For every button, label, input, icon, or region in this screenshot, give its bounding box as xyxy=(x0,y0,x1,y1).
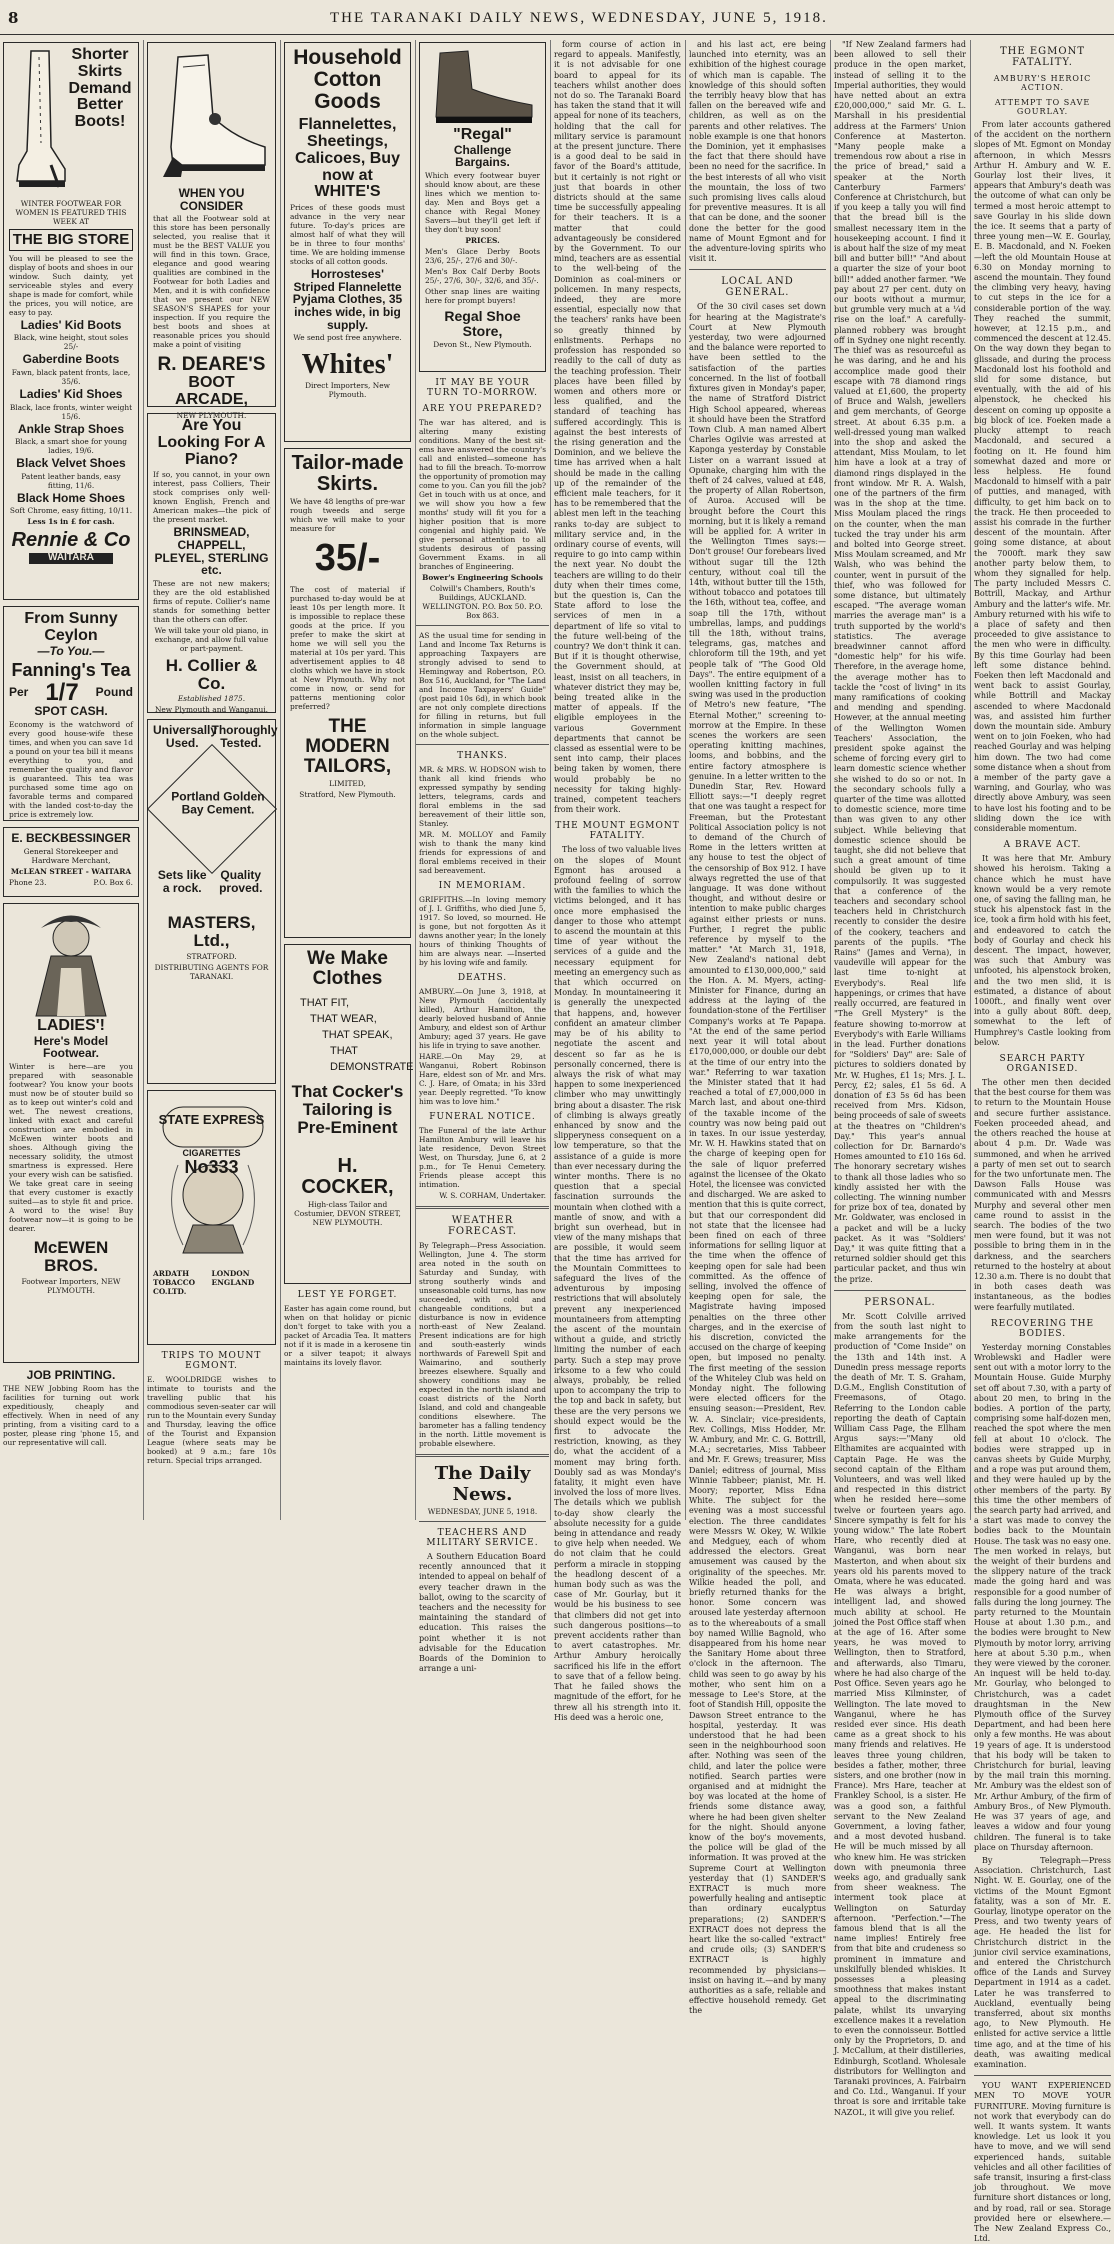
egmont-trips-notice xyxy=(147,1351,276,1465)
page-number: 8 xyxy=(8,9,19,27)
beckbessinger-line-2: McLEAN STREET - WAITARA xyxy=(10,866,132,876)
lady-illustration xyxy=(11,908,131,1018)
brave-act-heading: A BRAVE ACT. xyxy=(1003,840,1082,851)
regal-name: Regal Shoe Store, xyxy=(444,307,521,339)
regal-place: Devon St., New Plymouth. xyxy=(433,340,532,350)
collier-established: Established 1875. xyxy=(177,694,246,704)
boots-line-4: Better xyxy=(76,96,124,114)
search-party-heading: SEARCH PARTY ORGANISED. xyxy=(999,1054,1086,1075)
cement-advert xyxy=(147,719,276,1084)
funeral-heading: FUNERAL NOTICE. xyxy=(429,1112,536,1122)
deare-body: that all the Footwear sold at this store has been personally selected, you realise that it must be the BEST VALUE you will find in this town. Grace, elegance and good wearing qualities are combined in the Footwear for both Ladies and Men, and it is with confidence that we present our NEW SEASON'S SHAPES for your inspection. If you require the best boots and shoes at reasonable prices you should make a point of visiting xyxy=(153,214,270,350)
regal-prices-heading: PRICES. xyxy=(465,235,500,245)
collier-place: New Plymouth and Wanganui. xyxy=(154,705,269,715)
boots-line-5: Boots! xyxy=(74,113,126,131)
modern-tailors-advert xyxy=(284,448,411,938)
weather-body: By Telegraph—Press Association. Wellington, June 4. The storm area noted in the south on Saturday and Sunday, with strong southerly winds and unseasonable cold turns, has now succeeded, with cold and changeable conditions, but a disturbance is now in evidence north-east of New Zealand. Present indications are for high and south-easterly winds northwards of Farewell Spit and Waimarino, and southerly breezes elsewhere. Squally and showery conditions may be expected in the north island and coast districts of the North Island, and cold and changeable conditions elsewhere. The barometer has a falling tendency in the north. Little movement is probable elsewhere. xyxy=(419,1241,546,1448)
cement-brand: Portland Golden Bay Cement. xyxy=(170,789,265,817)
big-store-logo: THE BIG STORE xyxy=(9,229,133,251)
boots-item-title: Gaberdine Boots xyxy=(22,352,120,367)
boot-illustration xyxy=(428,47,538,127)
cement-sets: Sets like a rock. xyxy=(157,868,207,895)
piano-makes: BRINSMEAD, CHAPPELL, PLEYEL, STERLING etc. xyxy=(154,525,269,578)
column-7 xyxy=(831,40,969,2117)
egmont-fatality-heading: THE EGMONT FATALITY. xyxy=(999,46,1085,68)
piano-heading: Are You Looking For A Piano? xyxy=(157,417,266,468)
boots-line-1: Shorter xyxy=(71,46,129,63)
thanks-notices xyxy=(419,751,546,1200)
boots-line-2: Skirts xyxy=(77,62,123,80)
funeral-body: The Funeral of the late Arthur Hamilton Ambury will leave his late residence, Devon Street West, on Thursday, June 6, at 2 p.m., for Te Henui Cemetery. Friends please accept this intimation. xyxy=(419,1126,546,1189)
cement-quality: Quality proved. xyxy=(219,868,263,895)
big-store-advert xyxy=(3,42,139,600)
boots-item-title: Black Velvet Shoes xyxy=(16,456,126,471)
boots-intro: WINTER FOOTWEAR FOR WOMEN IS FEATURED THIS WEEK AT xyxy=(15,199,127,226)
tea-price: 1/7 xyxy=(45,679,79,707)
editorial-body: A Southern Education Board recently announced that it intended to appeal on behalf of every teacher drawn in the ballot, owing to the scarcity of teachers and the necessity for maintaining the standard of education. This raises the point whether it is not advisable for the Education Boards of the Dominion to arrange a uni- xyxy=(419,1552,546,1674)
weather-heading: WEATHER FORECAST. xyxy=(447,1215,518,1237)
modern-tailors-ltd: LIMITED, xyxy=(329,778,366,788)
local-general-body: Of the 30 civil cases set down for hearing at the Magistrate's Court at New Plymouth yesterday, two were adjourned and the balance were reported to have been settled to the satisfaction of the parties concerned. In the list of football fixtures given in Monday's paper, the name of Stratford District High School appeared, whereas it should have been the Stratford Town Club. A man named Albert Charles Ogilvie was arrested at Kaponga yesterday by Constable Lister on a warrant issued at Opunake, charging him with the theft of 24 calves, valued at £48, the property of Allan Robertson, of Auroa. Accused will be brought before the Court this morning, but it is likely a remand will be applied for. A writer in the Wellington Times says:—Don't grouse! Our forebears lived without sugar till the 12th century, without coal till the 14th, without butter till the 15th, without tobacco and potatoes till the 16th, without tea, coffee, and soap till the 17th, without umbrellas, lamps, and puddings till the 18th, without trains, telegrams, gas, matches and chloroform till the 19th, and yet people talk of "The Good Old Days". The entire equipment of a woollen knitting factory in full swing was used in the production of Metro's new feature, "The Eternal Mother," screening to-morrow at the Empire. In these scenes the workers are seen operating knitting machines, looms, and bobbins, and the entire factory atmosphere is genuine. In a letter written to the Dunedin Star, Rev. Howard Elliott says:—"I deeply regret that one was taught a respect for Freeman, but the Protestant Political Association policy is not to demand of the Church of Rome in the letters written at any house to test the object of the censorship of Box 912. I have always regretted the use of that language. It was done without thought, and without desire or intention to make public charges against either priests or nuns. Further, I regret the public reference by myself to the matter." "At March 31, 1918, New Zealand's national debt amounted to £130,000,000," said the Hon. A. M. Myers, acting-Minister for Finance, during an address at the laying of the foundation-stone of the Fertiliser Company's works at Te Papapa. "At the end of the same period next year it will total about £170,000,000, or double our debt at the time of our entry into the war." Referring to war taxation the Minister stated that it had reached a total of £7,000,000 in March last, and about one-third of the taxable income of the country was now being paid out in taxes. In our issue yesterday, Mr. W. H. Hawkins stated that on the charge of keeping open for the sale of liquor preferred against the licensee of the Okato Hotel, the licensee was convicted and discharged. We are asked to mention that this is quite correct, but that our correspondent did not state that the licensee had been fined on each of three informations for selling liquor at the time when the offence of keeping open for sale had been committed. As the offence of selling, involved the offence of keeping open for sale, the Magistrate having imposed penalties on the three other charges, and in the exercise of his discretion, convicted the accused on the charge of keeping open, but imposed no penalty. The first meeting of the session of the Whiteley Club was held on Monday night. The following were elected officers for the ensuing season:—President, Rev. W. A. Sinclair; vice-presidents, Rev. Collings, Miss Hodder, Mr. W. Ambury, and Mr. C. G. Bottrill, M.A.; secretaries, Miss Tabbeer and Mr. F. Grews; treasurer, Miss Daniel; editress of journal, Miss Winnie Tabbeer; pianist, Mr. H. Moory; reporter, Miss Edna White. The subject for the evening was a most successful election. The three candidates were Messrs W. Okey, W. Wilkie and Medguey, each of whom addressed the electors. Great amusement was caused by the originality of the speeches. Mr. Wilkie headed the poll, and briefly returned thanks for the honor. Some concern was aroused late yesterday afternoon as to the whereabouts of a small boy named Willie Bagnold, who disappeared from his home near the Sanitary Home about three o'clock in the afternoon. The child was seen to go away by his mother, who sent him on a message to Lee's Store, at the foot of Standish Hill, opposite the Dawson Street entrance to the hospital, yesterday. It was understood that he had been seen in the neighbourhood soon after. Nothing was seen of the child, and later the police were notified. Search parties were organised and at midnight the boy was located at the home of friends some distance away, where he had been given shelter for the night. Should anyone know of the boy's movements, the police will be glad of the information. It was proved at the Supreme Court at Wellington yesterday that (1) SANDER'S EXTRACT is much more powerfully healing and antiseptic than ordinary eucalyptus preparations; (2) SANDER'S EXTRACT does not depress the heart like the so-called "extract" and crude oils; (3) SANDER'S EXTRACT is highly recommended by physicians—insist on having it.—and by many authorities as a safe, reliable and effective household remedy. Get the xyxy=(689,302,826,2016)
editorial-heading: TEACHERS AND MILITARY SERVICE. xyxy=(426,1528,539,1548)
piano-body-2: These are not new makers; they are the old established firms of repute. Collier's name stands for something better than the others can offer. xyxy=(153,578,270,624)
tailor-price: 35/- xyxy=(314,537,381,579)
cocker-line: THAT WEAR, xyxy=(310,1012,377,1025)
funeral-sign: W. S. CORHAM, Undertaker. xyxy=(439,1191,546,1200)
bowers-address: Colwill's Chambers, Routh's Buildings, AUCKLAND. WELLINGTON. P.O. Box 50. P.O. Box 863. xyxy=(422,584,543,620)
mcewen-name: McEWEN BROS. xyxy=(33,1237,109,1275)
editorial-date: WEDNESDAY, JUNE 5, 1918. xyxy=(427,1507,538,1516)
egmont-fatality-sub-2: ATTEMPT TO SAVE GOURLAY. xyxy=(994,98,1091,116)
egmont-fatality-leader-heading: THE MOUNT EGMONT FATALITY. xyxy=(555,821,680,842)
mcewen-subline: Footwear Importers, NEW PLYMOUTH. xyxy=(21,1276,121,1295)
regal-price-1: Men's Glace Derby Boots 23/6, 25/-, 27/6 and 30/-. xyxy=(425,246,540,265)
lest-ye-forget-notice xyxy=(284,1290,411,1367)
tax-notice xyxy=(419,631,546,739)
memoriam-heading: IN MEMORIAM. xyxy=(438,881,527,891)
death-ambury: AMBURY.—On June 3, 1918, at New Plymouth (accidentally killed), Arthur Hamilton, the dearly beloved husband of Annie Ambury, and eldest son of Arthur Ambury; aged 37 years. He gave his life in trying to save another. xyxy=(419,987,546,1050)
general-news-body: "If New Zealand farmers had been allowed to sell their produce in the open market, instead of selling it to the Imperial authorities, they would have netted about an extra £20,000,000," said Mr. G. L. Marshall in his presidential address at the Farmers' Union Conference at Masterton. "Many people make a tremendous row about a rise in the price of bread," said a speaker at the North Canterbury Farmers' Conference at Christchurch, but if you keep a tally you will find that the bread bill is the smallest necessary item in the housekeeping account. I find it is about half the size of my meat bill and butter bill!" "And about a quarter the size of your boot bill!" added another farmer. "We pay about 27 per cent. duty on our boots without a murmur, but grumble very much at a ¼d rise on the loaf." A carefully-planned robbery was brought off in Sydney one night recently. The thief was as resourceful as he was daring, and he and his accomplice made good their escape with 78 diamond rings valued at £1,600, the property of Bruce and Walsh, jewellers and gem merchants, of George street. At about 6.35 p.m. a well-dressed young man walked into the shop and asked the attendant, Miss Moulam, to let him have a look at a tray of diamond rings displayed in the front window. Mr R. A. Walsh, one of the partners of the firm was in the shop at the time. Miss Moulam placed the rings on the counter, when the man tucked the tray under his arm and bolted into George street. Miss Moulam screamed, and Mr Walsh, who was behind the counter, went in pursuit of the thief, who was followed for some distance, but ultimately escaped. "The average woman marries the average man" is a truth supported by the world's statistics. The average breadwinner cannot afford "domestic help" for his wife. Therefore, in the average home, the average mother has to tackle the "cost of living" in its many ramifications of cooking and mending and spending. However, at the annual meeting of the Wellington Women Teachers' Association, the president spoke against the scheme of forcing every girl to learn domestic science whether she wished to do so or not. In the secondary schools fully a quarter of the time was allotted to domestic science, more time than was given to any other subject. While believing that domestic science should be taught, she did not believe that such a great amount of time should be given up to it compulsorily. It was suggested that a conference of the teachers and secondary school teachers held in Christchurch recently to consider the desire of the cookery, teachers and parents of the pupils. "The Rains" (James and Verna), in vaudeville will appear for the last time to-night at Everybody's. Real life happenings, or crimes that have really occurred, are featured in "The Grell Mystery" is the feature showing to-morrow at Everybody's with Earle Williams in the lead. Further donations for "Soldiers' Day" are: Sale of pictures to soldiers donated by Mr. W. Hughes, £1 1s; Mrs. J. L. Percy, £2; sales, £1 5s 6d. A donation of £3 5s 6d has been received from Mrs. Kidson, being proceeds of sale of sweets at the theatres on "Children's Day." This year's annual collection for Dr. Barnardo's Homes amounted to £10 16s 6d. The honorary secretary wishes to thank all those ladies who so kindly assisted her with the collecting. The winning number for prize box of tea, donated by Mr. Goldwater, was enclosed in a packet and will be a lucky packet. As it was "Soldiers' Day," it was quite fitting that a returned soldier should get this particular packet, and thus win the prize. xyxy=(834,40,966,1284)
column-3 xyxy=(281,40,414,1520)
deare-place: NEW PLYMOUTH. xyxy=(176,410,247,420)
tailor-heading: Tailor-made Skirts. xyxy=(291,452,404,495)
job-printing-body: THE NEW Jobbing Room has the facilities for turning out work expeditiously, cheaply and effectively. When in need of any printing, from a visiting card to a poster, please ring 'phone 15, and our representative will call. xyxy=(3,1383,139,1447)
memoriam-body: GRIFFITHS.—In loving memory of J. I. Griffiths, who died June 5, 1917. So loved, so mourned. He is gone, but not forgotten As it dawns another year; In the lonely hours of thinking Thoughts of him are always near. —Inserted by his loving wife and family. xyxy=(419,895,546,967)
cocker-advert xyxy=(284,944,414,1284)
deare-name-2: BOOT ARCADE, xyxy=(175,374,248,408)
beckbessinger-name: E. BECKBESSINGER xyxy=(11,831,131,845)
turn-body: The war has altered, and is altering many existing conditions. Many of the best sit-ems have answered the country's call and enlisted—someone has had to fill the breach. To-morrow the opportunity of promotion may come to you. Can you fill the job? Get in touch with us at once, and we will show you how a few months' study will fit you for a higher position that is more congenial and highly paid. We give personal attention to all students desirous of passing Government Exams. in all branches of Engineering. xyxy=(419,418,546,571)
whites-sub-2: Direct Importers, New Plymouth. xyxy=(305,381,390,400)
cocker-heading: We Make Clothes xyxy=(307,948,388,989)
rennie-logo: Rennie & Co xyxy=(11,529,131,552)
boots-line-3: Demand xyxy=(68,79,132,97)
beckbessinger-advert xyxy=(3,827,139,897)
deaths-heading: DEATHS. xyxy=(457,973,508,983)
cig-name: CIGARETTES xyxy=(182,1147,241,1158)
tailor-body-2: The cost of material if purchased to-day would be at least 10s per length more. It is impossible to replace these goods at the price. If you prefer to make the skirt at home we will sell you the material at 10s per yard. This advertisement applies to 48 cloths which we have in stock at New Plymouth. Why not come in now, or send for patterns mentioning color preferred? xyxy=(290,584,405,711)
job-printing-heading: JOB PRINTING. xyxy=(26,1368,116,1382)
collier-piano-advert xyxy=(147,410,276,715)
piano-body: If so, you cannot, in your own interest, pass Colliers, Their stock comprises only well-known English, French and American makes—the pick of the present market. xyxy=(153,470,270,525)
shoe-illustration xyxy=(153,47,273,187)
search-party-body: The other men then decided that the best course for them was to return to the Mountain House and secure further assistance. Foeken proceeded ahead, and the others reached the house at about 4 p.m. Dr. Wade was summoned, and when he arrived a party of men set out to search for the two unfortunate men. The Dawson Falls House was communicated with and Messrs Murphy and several other men came round to assist in the search. The bodies of the two men were found, but it was not possible to bring them in in the darkness, and the searchers returned to the hostelry at about 12.30 a.m. There is no doubt that in both cases death was instantaneous, as the bodies were fearfully mutilated. xyxy=(974,1078,1112,1312)
egmont-fatality-sub: AMBURY'S HEROIC ACTION. xyxy=(993,74,1092,92)
column-8 xyxy=(971,40,1114,2244)
column-5 xyxy=(551,40,684,1722)
regal-heading: "Regal" xyxy=(453,126,512,143)
cocker-heading-2: That Cocker's Tailoring is Pre-Eminent xyxy=(291,1081,404,1137)
tea-per-label: Per xyxy=(9,685,29,700)
whites-body-3: We send post free anywhere. xyxy=(293,333,402,343)
masthead-title: THE TARANAKI DAILY NEWS, WEDNESDAY, JUNE 5, 1918. xyxy=(330,10,828,26)
turn-heading-2: ARE YOU PREPARED? xyxy=(422,404,543,414)
cocker-line: THAT DEMONSTRATE xyxy=(330,1044,414,1073)
editorial xyxy=(419,1463,546,1674)
tea-heading-1: From Sunny Ceylon xyxy=(24,610,118,644)
cig-number: No333 xyxy=(184,1157,239,1178)
boots-item-desc: Black, lace fronts, winter weight 15/6. xyxy=(9,402,133,421)
cement-thoroughly: Thoroughly Tested. xyxy=(211,723,278,750)
boots-item-desc: Black, wine height, stout soles 25/- xyxy=(13,333,129,352)
cement-universally: Universally Used. xyxy=(153,723,218,750)
tea-spot-cash: SPOT CASH. xyxy=(34,704,108,719)
tailor-body: We have 48 lengths of pre-war rough tweeds and serge which we will make to your measure for xyxy=(290,497,405,533)
deare-heading: WHEN YOU CONSIDER xyxy=(178,186,245,213)
cocker-line: THAT FIT, xyxy=(300,996,350,1009)
egmont-fatality-leader-body: The loss of two valuable lives on the slopes of Mount Egmont has aroused a profound feeling of sorrow with the families to which the victims belonged, and it has once more emphasised the danger to those who attempt to ascend the mountain at this time of year without the services of a guide and the necessary equipment for meeting an emergency such as that which occurred on Monday. In mountaineering it is generally the unexpected that happens, and, however confident an amateur climber may be of his ability to negotiate the ascent and descent so far as he is personally concerned, there is always the risk of what may happen to some inexperienced climber who may unwittingly bring about a disaster. The risk of climbing is always greatly enhanced by snow and the slipperyness consequent on a low temperature, so that the assistance of a guide is more than ever necessary during the winter months. There is no question that a special fascination surrounds the mountain when clothed with a mantle of snow, and with a bright sun overhead, but in view of the many mishaps that are possible, it would seem that the time has arrived for the Mountain Committees to safeguard the lives of the adventurous by imposing restrictions that will absolutely prevent any inexperienced mountaineers from attempting the ascent of the mountain without a guide, and strictly limiting the number of each party. Such a step may prove irksome to a few who could always, probably, be relied upon to accompany the trip to the top and back in safety, but these are the very persons we should expect would be the first to advocate the restriction, knowing, as they do, what the accident of a moment may bring forth. Doubly sad as was Monday's fatality, it might even have involved the loss of more lives. The details which we publish to-day show clearly the absolute necessity for a guide being in attendance and ready to give help when needed. We do not claim that he could perform a miracle in stopping the headlong descent of a human body such as was the case of Mr. Gourlay, but it would be his business to see that climbers did not get into such dangerous positions—to prevent accidents rather than to avert catastrophes. Mr. Arthur Ambury heroically sacrificed his life in the effort to save that of a fellow being. That he failed shows the magnitude of the effort, for he threw all his strength into it. His deed was a heroic one, xyxy=(554,845,681,1722)
thanks-hodson: MR. & MRS. W. HODSON wish to thank all kind friends who expressed sympathy by sending letters, telegrams, cards and floral emblems in the sad bereavement of their little son, Stanley. xyxy=(419,765,546,828)
tea-heading-2: —To You.— xyxy=(37,643,105,658)
thanks-heading: THANKS. xyxy=(457,751,508,761)
column-1 xyxy=(0,40,142,1520)
boots-item-title: Ladies' Kid Boots xyxy=(20,317,122,332)
bowers-engineering-advert xyxy=(419,378,546,620)
mcewen-heading: LADIES'! xyxy=(37,1017,105,1034)
tea-brand: Fanning's Tea xyxy=(11,660,131,681)
tea-body: Economy is the watchword of every good house-wife these times, and when you can save 1d a pound on your tea bill it means everything to you, and remember the quality and flavor is guaranteed. This tea was purchased some time ago on favorable terms and compared with the landed cost-to-day the price is extremely low. xyxy=(9,719,133,819)
regal-body: Which every footwear buyer should know about, are these lines which we mention to-day. Men and Boys get a chance with Regal Money Savers—but they'll get left if they don't buy soon! xyxy=(425,170,540,234)
masters-place: STRATFORD. xyxy=(186,952,237,962)
mcewen-subheading: Here's Model Footwear. xyxy=(33,1033,109,1061)
whites-heading-2: Cotton Goods xyxy=(313,68,382,114)
lest-heading: LEST YE FORGET. xyxy=(297,1290,398,1300)
tax-body: AS the usual time for sending in Land and Income Tax Returns is approaching Taxpayers are strongly advised to send to Hemingway and Robertson, P.O. Box 516, Auckland, for "The Land and Income Taxpayers' Guide" (post paid 10s 6d), in which book are not only complete directions for filling in returns, but full information in simple language on the whole subject. xyxy=(419,631,546,739)
whites-advert xyxy=(284,42,411,442)
beckbessinger-line-1: General Storekeeper and Hardware Merchant, xyxy=(23,846,119,865)
leader-continued: and his last act, ere being launched into eternity, was an exhibition of the highest courage of which man is capable. The knowledge of this should soften the terribly heavy blow that has fallen on the bereaved wife and children, as well as on the parents and other relatives. The noble example is one that honors the Dominion, yet it emphasises the fact that there should have been no need for the sacrifice. In the best interests of all who visit the mountain, the loss of two such promising lives calls aloud for preventive measures. It is all that can be done, and the sooner done the better for the good name of Mount Egmont and for the adventure-loving spirits who visit it. xyxy=(689,40,826,264)
boots-item-desc: Fawn, black patent fronts, lace, 35/6. xyxy=(11,367,131,386)
thanks-molloy: MR. M. MOLLOY and Family wish to thank the many kind friends for expressions of and floral emblems received in their sad bereavement. xyxy=(419,830,546,875)
cement-diamond-logo xyxy=(146,744,276,874)
boots-item-title: Black Home Shoes xyxy=(16,490,126,505)
boots-item-title: Ankle Strap Shoes xyxy=(17,421,125,436)
personal-body: Mr. Scott Colville arrived from the south last night to make arrangements for the production of "Come Inside" on the 13th and 14th inst. A Dunedin press message reports the death of Mr. T. S. Graham, D.G.M., English Constitution of Freemasons, of Otago. Referring to the London cable reporting the death of Captain William Cass Page, the Ellham Argus says:—"Many old Elthamites are acquainted with Captain Page. He was the second captain of the Eltham Volunteers, and was well liked and respected in this district when he resided here—some twelve or fourteen years ago. Sincere sympathy is felt for his young widow." The late Robert Hare, who recently died at Wanganui, was born near Masterton, and when about six years old his parents moved to Omata, where he was educated. He was always a bright, intelligent lad, and showed much ability at school. He joined the Post Office staff when at the age of 16. After some years, he was moved to Wellington, then to Stratford, and afterwards, also Timaru, where he had also charge of the Post Office. Seven years ago he married Miss Kilminster, of Wellington. The late moved to Wanganui, where he has resided ever since. His death came as a great shock to his many friends and relatives. He leaves three young children, besides a father, mother, three sisters, and one brother (now in France). Mrs Hare, teacher at Frankley School, is a sister. He was a good son, a faithful servant to the New Zealand Government, a loving father, and a most devoted husband. He will be much missed by all who knew him. He was stricken down with pneumonia three weeks ago, and gradually sank from sheer weakness. The interment took place at Wellington on Saturday afternoon. "Perfection."—The famous blend that is all the name implies! Entirely free from that bite and crudeness so prominent in immature and unskilfully blended whiskies. It possesses a pleasing smoothness that makes instant appeal to the discriminating palate, whilst its unvarying excellence makes it a revelation to even the connoisseur. Bottled only by the Proprietors, D. and J. McCallum, at their distilleries, Edinburgh, Scotland. Wholesale distributors for Wellington and Taranaki provinces, A. Fairbairn and Co. Ltd., Wanganui. If your throat is sore and irritable take NAZOL, it will give you relief. xyxy=(834,1311,966,2117)
deare-advert xyxy=(147,42,276,420)
egmont-trips-heading: TRIPS TO MOUNT EGMONT. xyxy=(161,1351,262,1371)
boots-item-desc: Black, a smart shoe for young ladies, 19/6. xyxy=(15,437,127,456)
recovering-heading: RECOVERING THE BODIES. xyxy=(990,1318,1095,1339)
christchurch-report: By Telegraph—Press Association. Christchurch, Last Night. W. E. Gourlay, one of the victims of the Mount Egmont fatality, was a son of Mr. E. Gourlay, linotype operator on the Press, and two twenty years of age. He headed the list for Christchurch district in the junior civil service examinations, and entered the Christchurch office of the Lands and Survey Department in 1914 as a cadet. Later he was transferred to Auckland, eventually being transferred, about six months ago, to New Plymouth. He enlisted for active service a little time ago, and at the time of his death, was awaiting medical examination. xyxy=(974,1855,1111,2069)
beckbessinger-box: P.O. Box 6. xyxy=(93,877,133,887)
recovering-body: Yesterday morning Constables Wroblewski and Hadler were sent out with a motor lorry to the Mountain House. Guide Murphy set off about 7.30, with a party of about 20 men, to bring in the bodies. A portion of the party, comprising some half-dozen men, reached the spot where the men fell at about 10 o'clock. The bodies were strapped up in canvas sheets by Guide Murphy, and a rope was put around them, and they were hauled up by the other members of the party. By this time the other members of the search party had arrived, and a start was made to convey the bodies back to the Mountain House. The task was no easy one. The men worked in relays, but the weight of their burdens and the slippery nature of the track made the going hard and was responsible for a good number of falls during the long journey. The party returned to the Mountain House at about 1.30 p.m., and the bodies were brought to New Plymouth by motor lorry, arriving here at about 5.30 p.m., when they were viewed by the coroner. An inquest will be held to-day. Mr. Gourlay, who belonged to Christchurch, was a cadet draughtsman in the New Plymouth office of the Survey Department, and had been here only a few months. He was about 19 years of age. It is understood that his body will be taken to Christchurch for burial, leaving by the mail train this morning. Mr. Ambury was the eldest son of Mr. Arthur Ambury, of the firm of Ambury Bros., of New Plymouth. He was 37 years of age, and leaves a widow and four young children. The funeral is to take place on Thursday afternoon. xyxy=(974,1342,1111,1852)
cash-discount-note: Less 1s in £ for cash. xyxy=(27,517,115,527)
whites-sub: Flannelettes, Sheetings, Calicoes, Buy now at WHITE'S xyxy=(295,116,400,201)
whites-heading-1: Household xyxy=(293,46,402,69)
paper-nameplate: The Daily News. xyxy=(434,1463,531,1505)
regal-sub: Challenge Bargains. xyxy=(453,142,512,170)
beckbessinger-phone: Phone 23. xyxy=(9,877,47,887)
modern-tailors-place: Stratford, New Plymouth. xyxy=(299,789,396,799)
bowers-name: Bower's Engineering Schools xyxy=(422,573,543,582)
masters-agents: DISTRIBUTING AGENTS FOR TARANAKI. xyxy=(154,963,269,982)
rennie-place: WAITARA xyxy=(29,553,113,564)
state-express-advert xyxy=(147,1090,276,1345)
boot-illustration xyxy=(9,47,67,197)
collier-name: H. Collier & Co. xyxy=(165,655,258,693)
boots-item-desc: Patent leather bands, easy fitting, 11/6. xyxy=(21,471,121,490)
column-2 xyxy=(144,40,279,1520)
cocker-sub: High-class Tailor and Costumier, DEVON STREET, NEW PLYMOUTH. xyxy=(294,1200,401,1228)
whites-body: Prices of these goods must advance in the very near future. To-day's prices are almost half of what they will be in three to four months' time. We are holding immense stocks of all cotton goods. xyxy=(290,203,405,267)
death-hare: HARE.—On May 29, at Wanganui, Robert Robinson Hare, eldest son of Mr. and Mrs. C. J. Hare, of Omata; in his 33rd year. Deeply regretted. "To know him was to love him." xyxy=(419,1052,546,1106)
weather-forecast xyxy=(419,1215,546,1448)
whites-body-2: Horrosteses' Striped Flannelette Pyjama Clothes, 35 inches wide, in big supply. xyxy=(292,267,403,332)
lest-body: Easter has again come round, but when on that holiday or picnic don't forget to take with you a packet of Arcadia Tea. It matters not if it is made in a kerosene tin or a silver teapot; it always maintains its lovely flavor. xyxy=(284,1304,411,1367)
personal-heading: PERSONAL. xyxy=(864,1296,936,1308)
regal-price-3: Other snap lines are waiting here for prompt buyers! xyxy=(425,286,540,305)
regal-advert xyxy=(419,42,546,372)
egmont-fatality-body: From later accounts gathered of the accident on the northern slopes of Mt. Egmont on Monday afternoon, in which Messrs Arthur H. Ambury and W. E. Gourlay lost their lives, it appears that Ambury's death was the outcome of what can only be termed a most heroic attempt to save Gourlay in his slide down the ice. It seems that a party of three young men—W. E. Gourlay, E. B. Macdonald, and N. Foeken—left the old Mountain House at 6.30 on Monday morning to ascend the mountain. They found the climbing very heavy, having to cut steps in the ice for a considerable portion of the way. They reached the summit, however, at 12.15 p.m., and commenced the descent at 12.45. On the way down they began to glissade, and during the process Macdonald lost his foothold and slid for some distance, but eventually, with the aid of his alpenstock, he checked his descent on coming up opposite a big block of ice. Foeken made a plucky attempt to reach Macdonald, and secured a footing on it. He found him somewhat dazed and more or less helpless. He found Macdonald to himself with a pair of putties, and managed, with difficulty, to get him back on to the track. He then proceeded to assist his comrade in the further descent of the mountain. After going some distance, at about the 7000ft. mark they saw another party below them, to whom they signalled for help. The party included Messrs C. Bottrill, Mackay, and Arthur Ambury and the latter's wife. Mr. Ambury returned with his wife to a place of safety and then proceeded to give assistance to the men who were in difficulty. By this time Gourlay had been left some distance behind. Foeken then left Macdonald and went back to assist Gourlay, while Bottrill and Mackay ascended to where Macdonald was, and assisted him further down the mountain side. Ambury went on to join Foeken, who had reached Gourlay and was helping him down. The two had come some distance when a shout from a member of the party gave a warning, and Gourlay, who was directly above Ambury, was seen to have lost his footing and to be sliding down the ice with considerable momentum. xyxy=(974,120,1111,834)
fannings-tea-advert xyxy=(3,606,139,821)
boots-item-title: Ladies' Kid Shoes xyxy=(19,386,123,401)
cig-maker: ARDATH TOBACCO CO.LTD. xyxy=(153,1268,196,1296)
editorial-continued: form course of action in regard to appeals. Manifestly, it is not advisable for one board to appeal for its teachers whilst another does not do so. The Taranaki Board has taken the stand that it will appeal for none of its teachers, holding that the call for military service is paramount at the present juncture. There is a good deal to be said in favor of the Board's attitude, but it certainly is not right or just that boards in other districts should at the same time be successfully appealing for their teachers. It is a matter that could advantageously be considered by the Government. To our mind, teachers are as essential to the well-being of the Dominion as coal-miners or policemen. In many respects, indeed, they are more essential, especially now that the teachers' ranks have been so greatly thinned by enlistments. Perhaps no profession has responded so readily to the call of duty as the teaching profession. Their places have been filled by women and others more or less qualified, and the standard of teaching has suffered accordingly. This is against the best interests of the rising generation and the Dominion, and we believe the time has arrived when a halt should be made in the calling up of the remainder of the efficient male teachers, for it has to be remembered that the ablest men left in the teaching ranks to-day are subject to military service and, in the ordinary course of events, will require to go into camp within the next year. No doubt the teachers are willing to do their duty when their times come, but the question is, Can the State afford to lose the services of men in a department of life so vital to the future well-being of the country? We don't think it can. But if it is thought otherwise, the Government should, at least, insist on all teachers, in whatever district they may be, being treated alike in the matter of appeals. If the eligible employees in the various Government departments that cannot be classed as essential were to be sent into camp, their places being taken by women, there would probably be no necessity for taking highly-trained, competent teachers from their work. xyxy=(554,40,681,815)
furniture-advert: YOU WANT EXPERIENCED MEN TO MOVE YOUR FURNITURE. Moving furniture is not work that everybody can do well. It wants system. It wants knowledge. Let us look it you have to move, and we will send experienced hands, suitable vehicles and all other facilities of safe transit, insuring a first-class job throughout. We move furniture short distances or long, and by road, rail or sea. Storage provided here or elsewhere.—The New Zealand Express Co., Ltd. xyxy=(974,2081,1111,2244)
boots-item-list xyxy=(9,319,133,516)
cig-city: LONDON ENGLAND xyxy=(211,1268,255,1287)
egmont-trips-body: E. WOOLDRIDGE wishes to intimate to tourists and the travelling public that his commodious seven-seater car will run to the Mountain every Sunday and Thursday, leaving the office of the Tourist and Expansion League (where seats may be booked) at 9 a.m.; fare 10s return. Special trips arranged. xyxy=(147,1375,276,1465)
cocker-name: H. COCKER, xyxy=(301,1155,394,1199)
piano-body-3: We will take your old piano, in exchange, and allow full value or part-payment. xyxy=(154,625,269,653)
boots-item-desc: Soft Chrome, easy fitting, 10/11. xyxy=(9,506,133,516)
cocker-line: THAT SPEAK, xyxy=(322,1028,393,1041)
brave-act-body: It was here that Mr. Ambury showed his heroism. Taking a chance which he must have known would be a very remote one, of saving the falling man, he stuck his alpenstock fast in the ice, took a firm hold with his feet, and endeavored to catch the body of Gourlay and check his descent. The impact, however, was such that Ambury was unfooted, his alpenstock broken, and the two men slid, it is estimated, a distance of about 1000ft., and finally went over into a gully about 80ft. deep, somewhat to the left of Humphrey's Castle looking from below. xyxy=(974,854,1111,1047)
local-general-heading: LOCAL AND GENERAL. xyxy=(721,276,794,299)
deare-name: R. DEARE'S xyxy=(157,354,266,376)
regal-price-2: Men's Box Calf Derby Boots 25/-, 27/6, 30/-, 32/6, and 35/-. xyxy=(425,266,540,285)
masters-name: MASTERS, Ltd., xyxy=(167,913,256,951)
mcewen-advert xyxy=(3,903,139,1363)
mcewen-body: Winter is here—are you prepared with seasonable footwear? You know your boots must now be of stouter build so as to keep out winter's cold and wet. The newest creations, linked with exact and careful construction are embodied in McEwen winter boots and shoes. Although giving the necessary solidity, the utmost smartness is expressed. Here your every wish can be satisfied. We take great care in seeing that every customer is exactly suited—as to style fit and price. A word to the wise! Buy footwear now—it is going to be dearer. xyxy=(9,1061,133,1233)
column-4 xyxy=(416,40,549,1674)
turn-heading: IT MAY BE YOUR TURN TO-MORROW. xyxy=(427,378,538,398)
boots-body: You will be pleased to see the display of boots and shoes in our window. Such dainty, yet serviceable styles and every shape is made for comfort, while the prices, you will notice, are easy to pay. xyxy=(9,253,133,317)
whites-name: Whites' xyxy=(301,349,394,381)
cig-brand: STATE EXPRESS xyxy=(158,1112,265,1127)
column-6 xyxy=(686,40,829,2016)
masthead xyxy=(0,4,1114,35)
job-printing-notice xyxy=(3,1369,139,1447)
tea-unit: Pound xyxy=(95,685,133,700)
modern-tailors-name: THE MODERN TAILORS, xyxy=(303,715,392,777)
